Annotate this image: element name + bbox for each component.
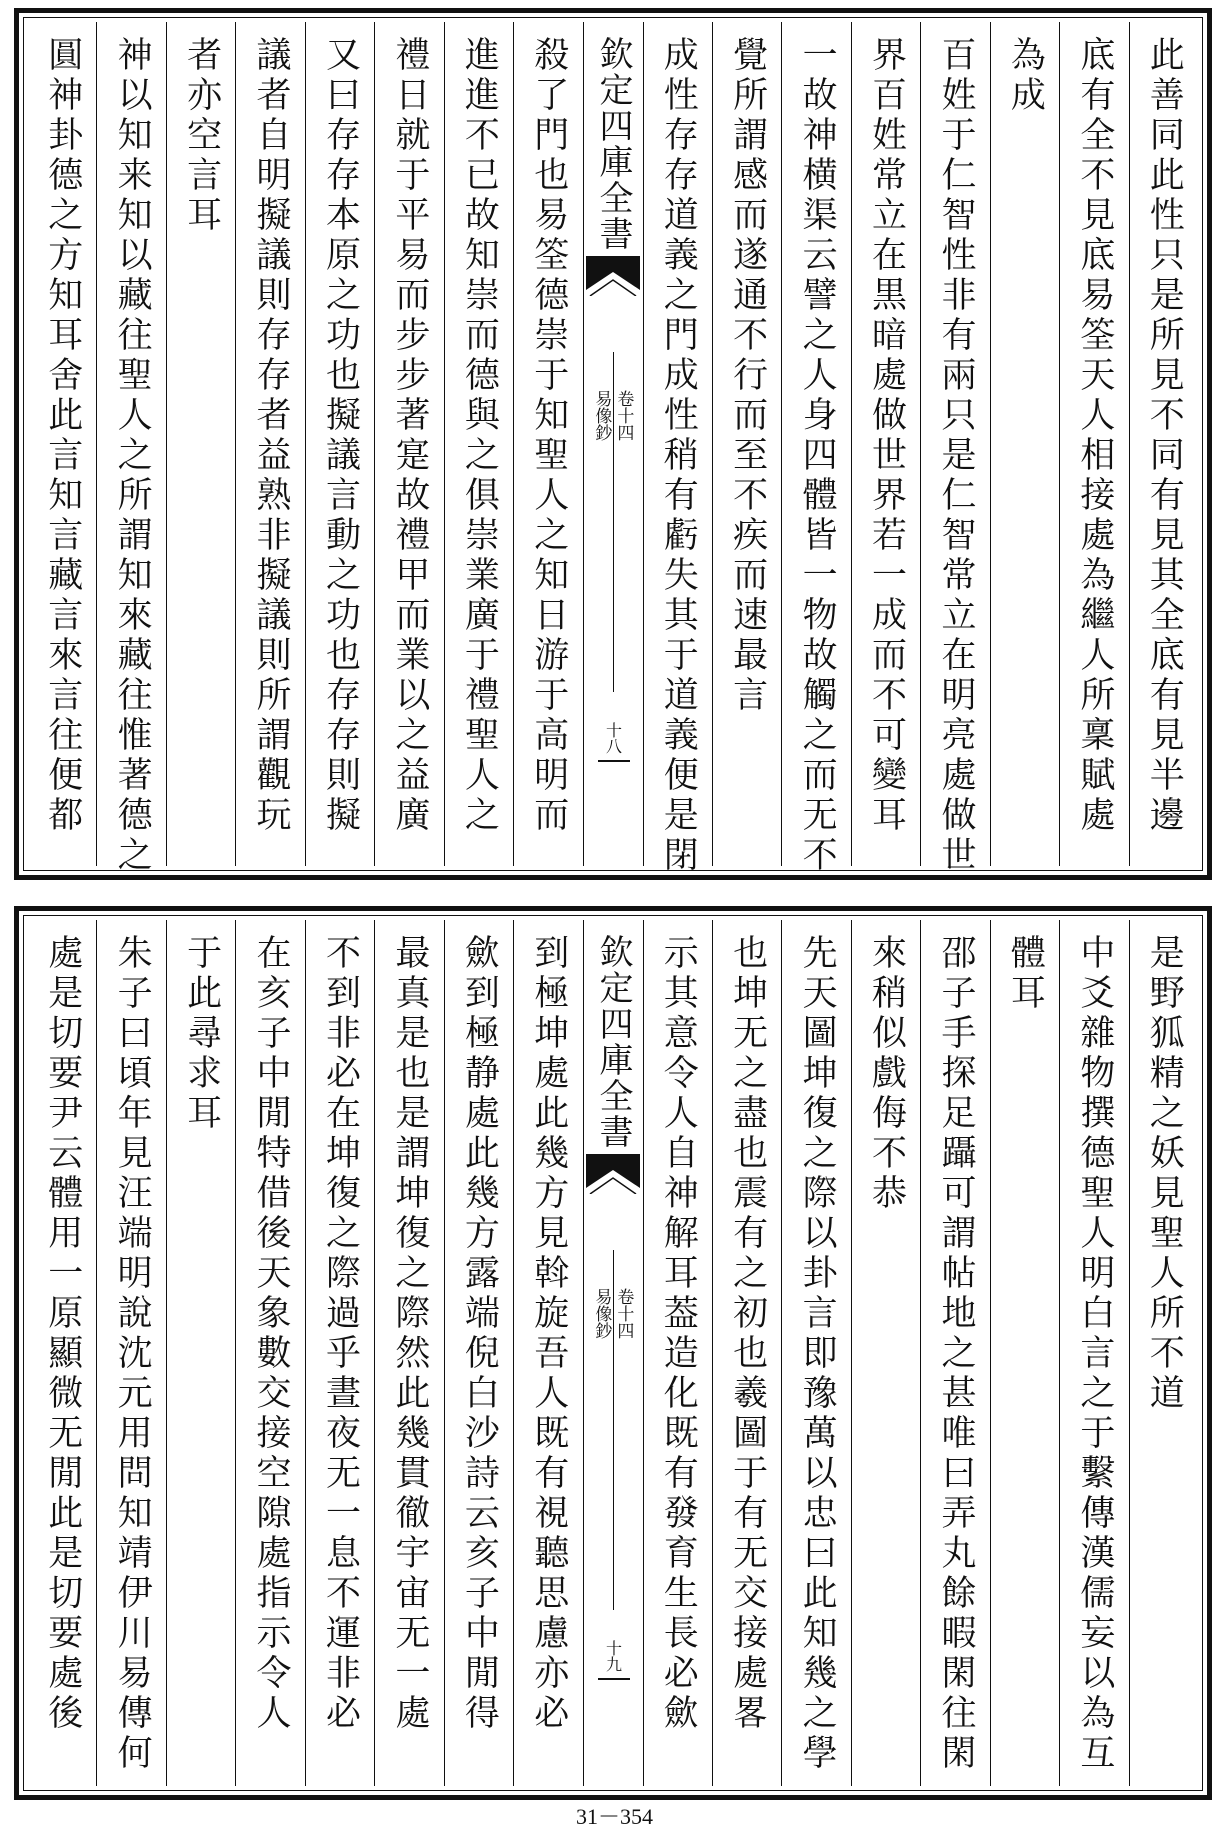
column-text: 邵子手探足躡可謂帖地之甚唯曰弄丸餘暇閑往閑 xyxy=(935,934,976,1774)
text-column xyxy=(1129,920,1198,1786)
text-column xyxy=(1059,22,1128,866)
folio-tick xyxy=(598,760,630,762)
text-column xyxy=(28,22,96,866)
collection-title: 欽定四庫全書 xyxy=(593,934,633,1150)
column-text: 于此尋求耳 xyxy=(181,934,222,1134)
text-column xyxy=(235,22,304,866)
column-text: 在亥子中閒特借後天象數交接空隙處指示令人 xyxy=(251,934,292,1734)
fish-tail-ornament-icon xyxy=(586,256,640,296)
column-text: 進進不已故知崇而德與之俱崇業廣于禮聖人之 xyxy=(459,36,500,836)
column-text: 禮日就于平易而步步著寔故禮甲而業以之益廣 xyxy=(389,36,430,836)
text-column xyxy=(374,22,443,866)
book-title: 易像鈔 xyxy=(591,390,612,441)
text-column xyxy=(920,22,989,876)
text-column xyxy=(513,920,582,1786)
text-column xyxy=(444,920,513,1786)
text-column xyxy=(851,22,920,866)
text-column xyxy=(712,920,781,1786)
column-text: 圓神卦德之方知耳舍此言知言藏言來言往便都 xyxy=(42,36,83,836)
text-column xyxy=(166,22,235,866)
text-column xyxy=(305,22,374,866)
column-text: 覺所謂感而遂通不行而至不疾而速最言 xyxy=(727,36,768,716)
text-column xyxy=(28,920,96,1786)
column-text: 來稍似戲侮不恭 xyxy=(866,934,907,1214)
column-text: 中爻雜物撰德聖人明白言之于繫傳漢儒妄以為互 xyxy=(1074,934,1115,1774)
upper-page-columns xyxy=(28,22,1198,876)
lower-page-columns xyxy=(28,920,1198,1786)
text-column xyxy=(1059,920,1128,1786)
text-column xyxy=(781,22,850,876)
text-column xyxy=(643,22,712,876)
page-number: 31－354 xyxy=(575,1804,653,1829)
folio-number: 十九 xyxy=(603,1640,623,1672)
column-text: 不到非必在坤復之際過乎晝夜无一息不運非必 xyxy=(320,934,361,1734)
column-text: 又曰存存本原之功也擬議言動之功也存存則擬 xyxy=(320,36,361,836)
column-text: 最真是也是謂坤復之際然此幾貫徹宇宙无一處 xyxy=(389,934,430,1734)
center-fold-column xyxy=(583,920,643,1786)
column-text: 神以知来知以藏往聖人之所謂知來藏往惟著德之 xyxy=(112,36,153,876)
text-column xyxy=(374,920,443,1786)
folio-tick xyxy=(598,1678,630,1680)
column-text: 朱子曰頃年見汪端明說沈元用問知靖伊川易傳何 xyxy=(112,934,153,1774)
column-text: 示其意令人自神解耳葢造化既有發育生長必歛 xyxy=(658,934,699,1734)
text-column xyxy=(1129,22,1198,866)
book-title: 易像鈔 xyxy=(591,1288,612,1339)
column-text: 百姓于仁智性非有兩只是仁智常立在明亮處做世 xyxy=(935,36,976,876)
column-text: 為成 xyxy=(1005,36,1046,116)
text-column xyxy=(781,920,850,1786)
column-text: 界百姓常立在黒暗處做世界若一成而不可變耳 xyxy=(866,36,907,836)
volume-label: 卷十四 xyxy=(613,390,634,441)
column-text: 一故神横渠云譬之人身四體皆一物故觸之而无不 xyxy=(797,36,838,876)
column-text: 到極坤處此幾方見斡旋吾人既有視聽思慮亦必 xyxy=(528,934,569,1734)
text-column xyxy=(643,920,712,1786)
collection-title: 欽定四庫全書 xyxy=(593,36,633,252)
column-text: 底有全不見底易筌天人相接處為繼人所稟賦處 xyxy=(1074,36,1115,836)
column-text: 處是切要尹云體用一原顯微无閒此是切要處後 xyxy=(42,934,83,1734)
column-text: 歛到極静處此幾方露端倪白沙詩云亥子中閒得 xyxy=(459,934,500,1734)
text-column xyxy=(444,22,513,866)
upper-page-frame xyxy=(14,8,1212,880)
column-text: 此善同此性只是所見不同有見其全底有見半邊 xyxy=(1144,36,1185,836)
text-column xyxy=(990,920,1059,1786)
column-text: 也坤无之盡也震有之初也羲圖于有无交接處畧 xyxy=(727,934,768,1734)
column-text: 者亦空言耳 xyxy=(181,36,222,236)
text-column xyxy=(851,920,920,1786)
text-column xyxy=(166,920,235,1786)
volume-label: 卷十四 xyxy=(613,1288,634,1339)
text-column xyxy=(712,22,781,866)
text-column xyxy=(96,22,165,876)
column-text: 體耳 xyxy=(1005,934,1046,1014)
center-fold-column xyxy=(583,22,643,866)
text-column xyxy=(235,920,304,1786)
column-text: 殺了門也易筌德崇于知聖人之知日游于高明而 xyxy=(528,36,569,836)
column-text: 是野狐精之妖見聖人所不道 xyxy=(1144,934,1185,1414)
text-column xyxy=(990,22,1059,866)
text-column xyxy=(920,920,989,1786)
lower-page-frame xyxy=(14,906,1212,1800)
text-column xyxy=(305,920,374,1786)
column-text: 先天圖坤復之際以卦言即豫萬以忠曰此知幾之學 xyxy=(797,934,838,1774)
text-column xyxy=(96,920,165,1786)
folio-number: 十八 xyxy=(603,722,623,754)
column-text: 議者自明擬議則存存者益熟非擬議則所謂觀玩 xyxy=(251,36,292,836)
text-column xyxy=(513,22,582,866)
fish-tail-ornament-icon xyxy=(586,1154,640,1194)
column-text: 成性存存道義之門成性稍有虧失其于道義便是閉 xyxy=(658,36,699,876)
